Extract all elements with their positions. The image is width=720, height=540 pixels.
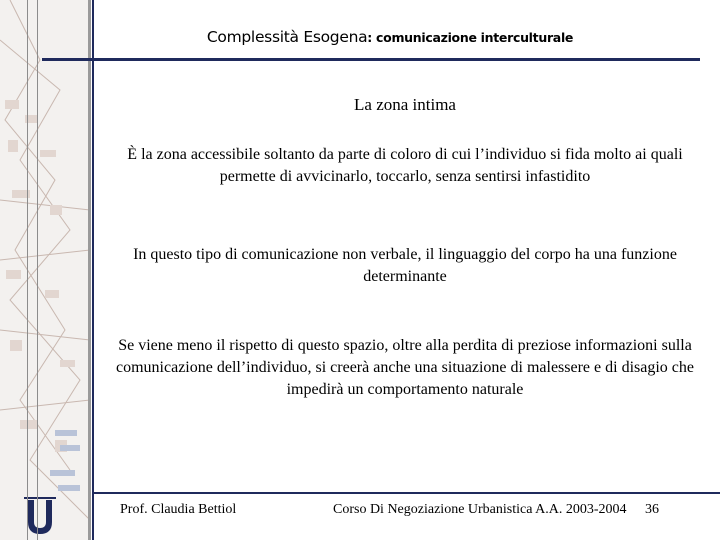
footer-author: Prof. Claudia Bettiol	[120, 502, 237, 517]
paragraph-2: In questo tipo di comunicazione non verbale, il linguaggio del corpo ha una funzione determinante	[133, 246, 677, 285]
footer-rule	[92, 492, 720, 494]
header-title	[90, 28, 690, 46]
slide-title: La zona intima	[354, 95, 456, 114]
vertical-rule-gray	[88, 0, 91, 540]
paragraph-3: Se viene meno il rispetto di questo spazio, oltre alla perdita di preziose informazioni sulla comunicazione dell’individuo, si creerà anche una situazione di malessere e di disagio che impedirà un comportamento naturale	[116, 337, 694, 398]
vertical-rule-navy	[92, 0, 94, 540]
vertical-rule-thin-1	[27, 0, 28, 540]
page-number: 36	[645, 502, 659, 517]
vertical-rule-thin-2	[37, 0, 38, 540]
header-title-main: Complessità Esogena	[206, 28, 368, 46]
university-u-logo	[0, 0, 90, 540]
city-map-background	[0, 0, 90, 540]
header-title-sub: : comunicazione interculturale	[367, 30, 574, 45]
paragraph-1: È la zona accessibile soltanto da parte di coloro di cui l’individuo si fida molto ai quali permette di avvicinarlo, toccarlo, senza sentirsi infastidito	[127, 146, 683, 185]
header-rule	[42, 58, 700, 61]
footer-course: Corso Di Negoziazione Urbanistica A.A. 2003-2004	[333, 502, 627, 517]
